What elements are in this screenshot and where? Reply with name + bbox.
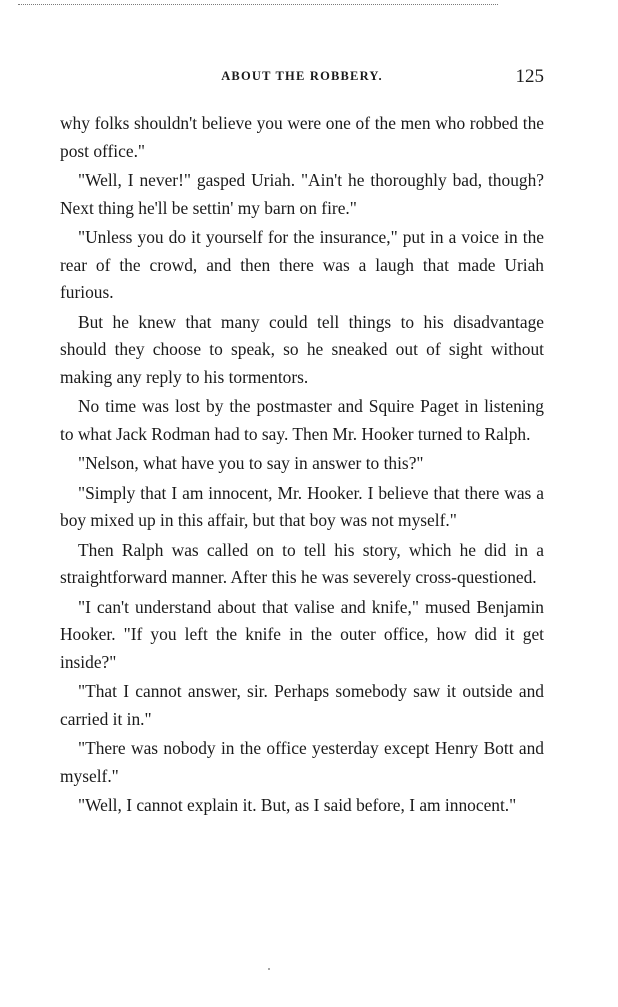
scan-speck <box>268 968 270 970</box>
paragraph: "I can't understand about that valise and knife," mused Benjamin Hooker. "If you left the knife in the outer office, how did it get inside?" <box>60 596 544 672</box>
paragraph: "Simply that I am innocent, Mr. Hooker. I believe that there was a boy mixed up in this affair, but that boy was not myself." <box>60 482 544 530</box>
top-scan-rule <box>18 4 498 5</box>
paragraph: "Unless you do it yourself for the insurance," put in a voice in the rear of the crowd, and then there was a laugh that made Uriah furious. <box>60 227 544 302</box>
paragraph: "Well, I never!" gasped Uriah. "Ain't he thoroughly bad, though? Next thing he'll be settin' my barn on fire." <box>60 170 544 218</box>
chapter-running-title: ABOUT THE ROBBERY. <box>221 69 383 83</box>
paragraph: "That I cannot answer, sir. Perhaps somebody saw it outside and carried it in." <box>60 681 544 729</box>
paragraph: "There was nobody in the office yesterday except Henry Bott and myself." <box>60 738 544 786</box>
paragraph: But he knew that many could tell things to his disadvantage should they choose to speak, so he sneaked out of sight without making any reply to his tormentors. <box>60 311 544 387</box>
running-head <box>60 66 544 90</box>
paragraph: No time was lost by the postmaster and Squire Paget in listening to what Jack Rodman had to say. Then Mr. Hooker turned to Ralph. <box>60 396 544 444</box>
paragraph: Then Ralph was called on to tell his story, which he did in a straightforward manner. After this he was severely cross-questioned. <box>60 539 544 587</box>
body-text <box>60 110 544 822</box>
page-number: 125 <box>515 66 544 87</box>
paragraph: "Nelson, what have you to say in answer to this?" <box>78 453 424 473</box>
paragraph-continuation: why folks shouldn't believe you were one of the men who robbed the post office." <box>60 113 544 161</box>
paragraph: "Well, I cannot explain it. But, as I said before, I am innocent." <box>78 795 517 815</box>
